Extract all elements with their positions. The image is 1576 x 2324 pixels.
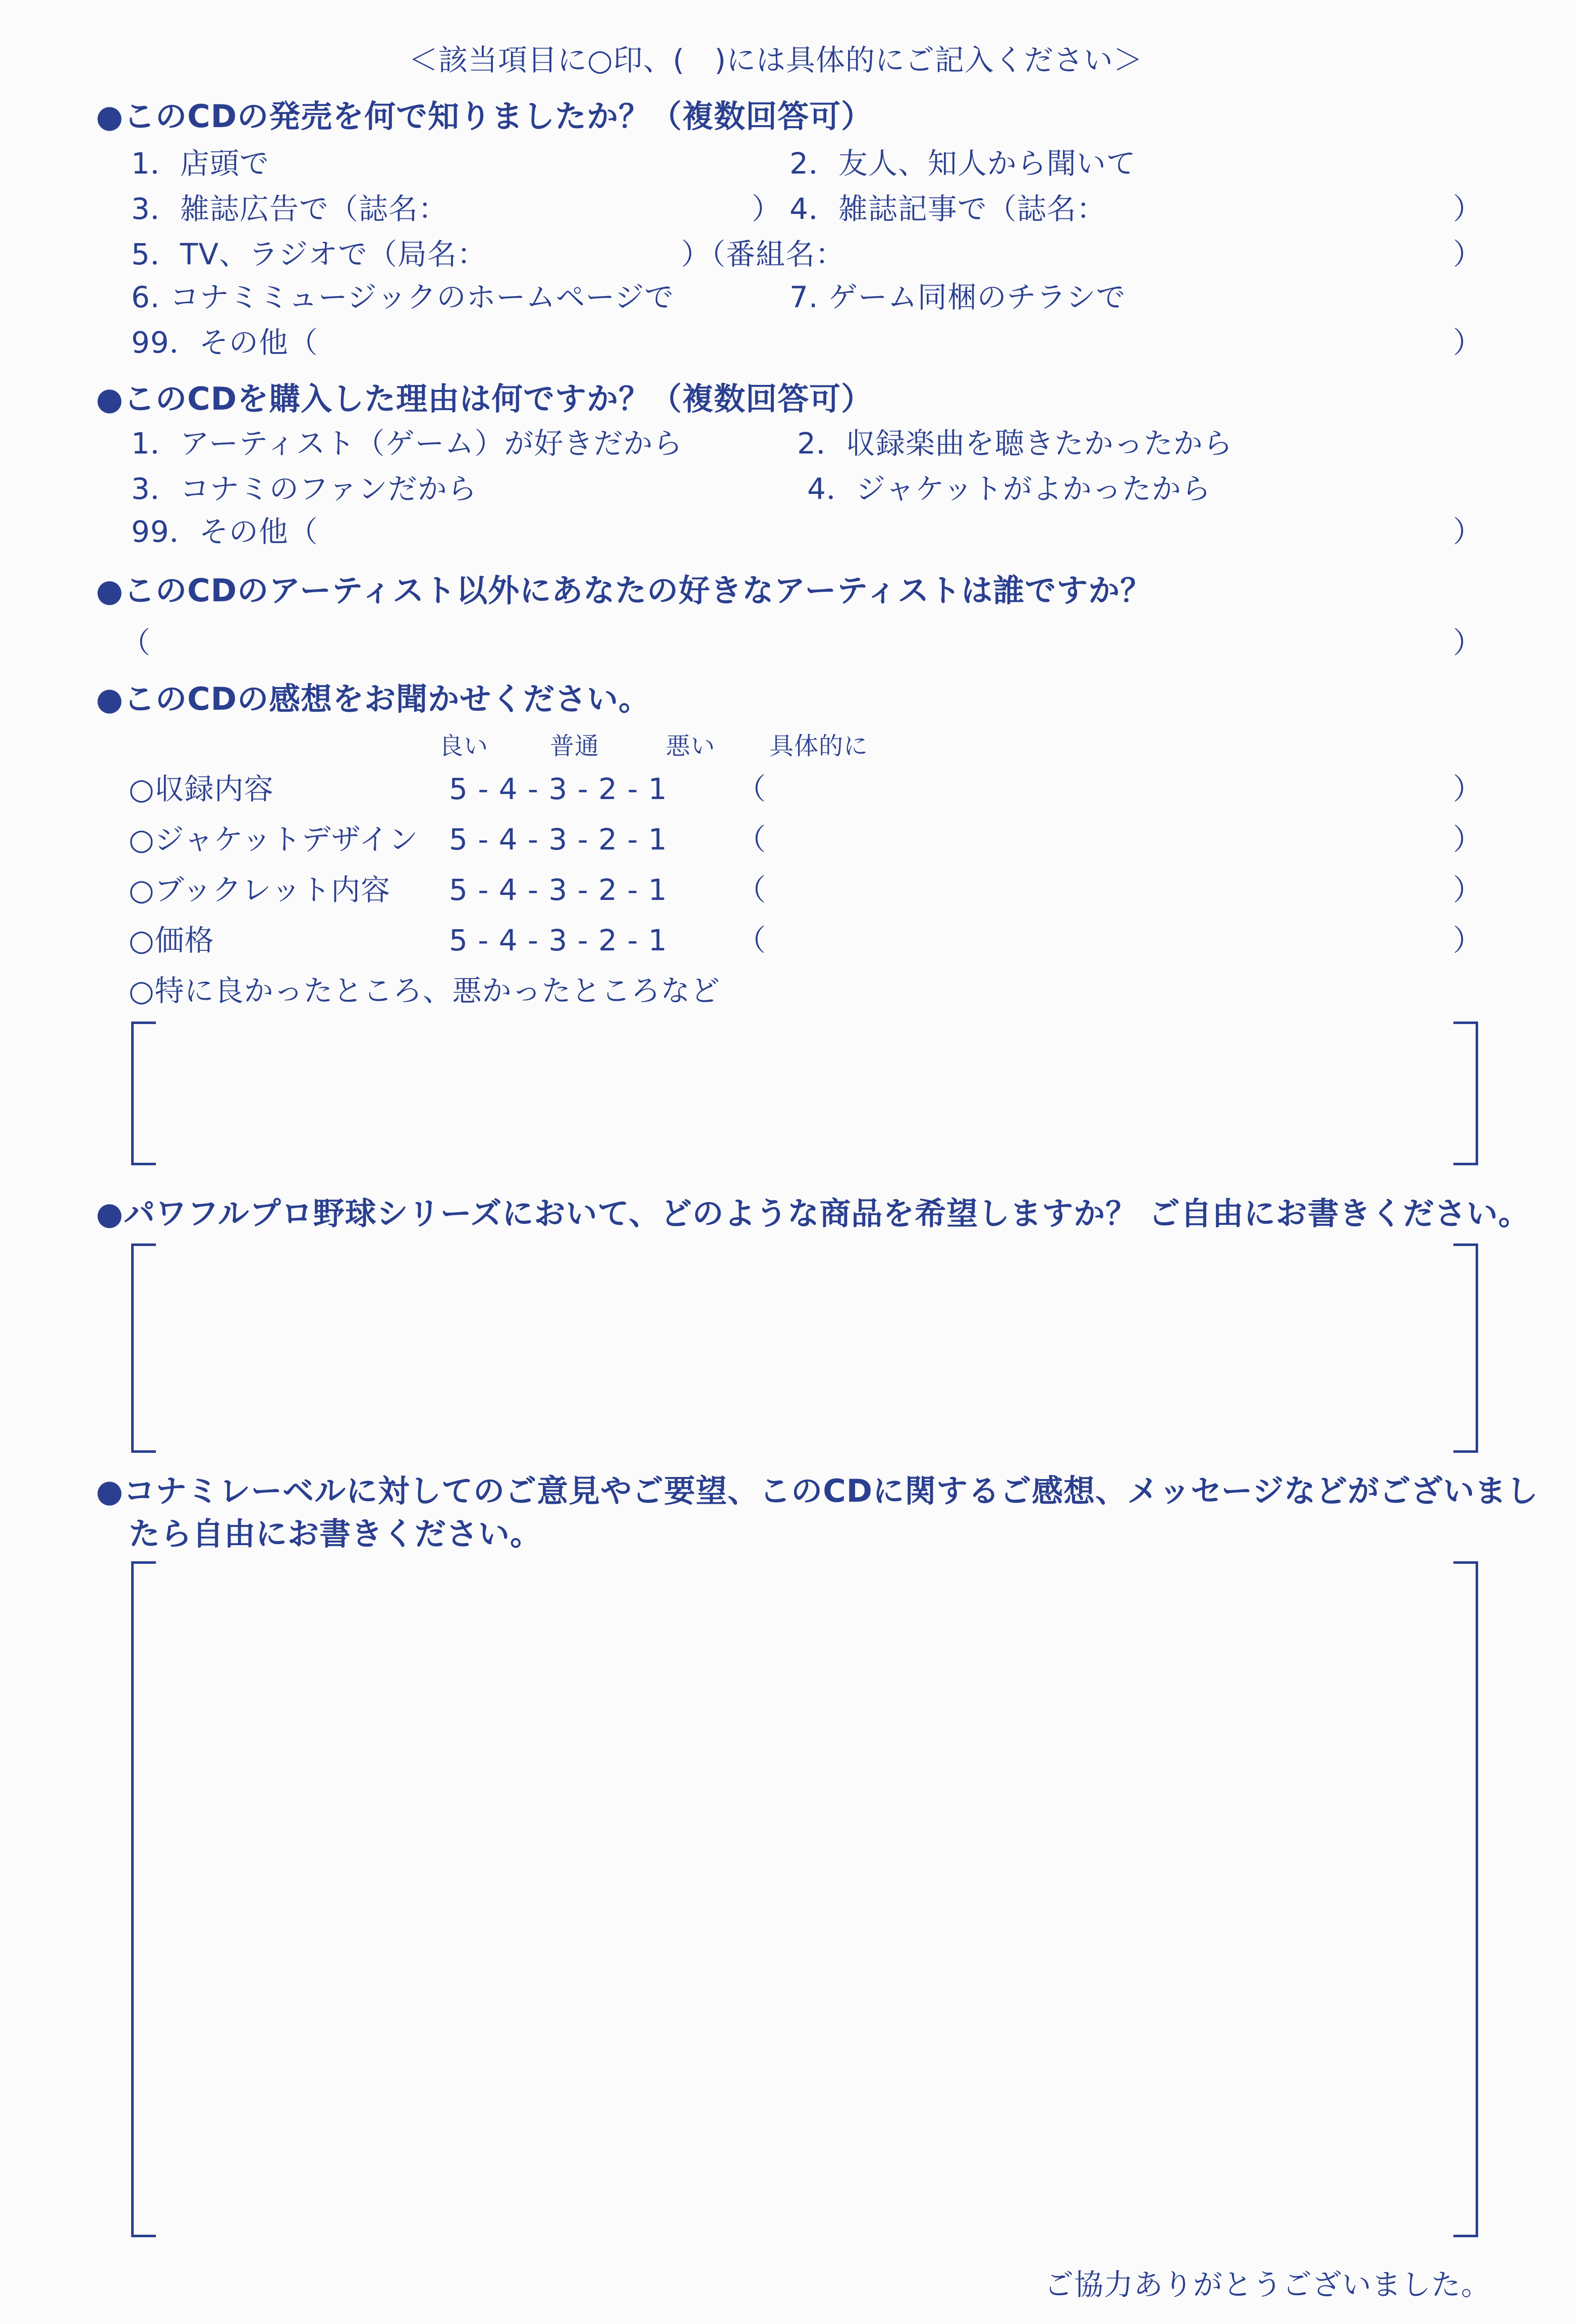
q3-title: ●このCDのアーティスト以外にあなたの好きなアーティストは誰ですか？ [96,572,1152,609]
q4-col-bad: 悪い [666,732,716,760]
q2-title: ●このCDを購入した理由は何ですか？（複数回答可） [96,380,873,417]
q4-free-textarea[interactable] [131,1022,1478,1165]
q6-textarea[interactable] [131,1561,1478,2237]
q5-textarea[interactable] [131,1243,1478,1453]
q4-row-open[interactable]: （ [737,822,767,857]
bracket-right [1453,1561,1478,2237]
q1-option-3-close: ） [752,192,782,226]
q4-row-close: ） [1453,923,1483,957]
q4-row-scale[interactable]: 5 - 4 - 3 - 2 - 1 [449,822,667,857]
q4-col-specific: 具体的に [769,732,869,760]
q1-option-7[interactable]: 7. ゲーム同梱のチラシで [790,280,1126,314]
q5-title: ●パワフルプロ野球シリーズにおいて、どのような商品を希望しますか？ ご自由にお書きください。 [96,1195,1530,1232]
q4-row-label: ○価格 [129,923,214,957]
q6-title-line-2: たら自由にお書きください。 [129,1515,542,1552]
q1-option-99[interactable]: 99．その他（ [131,325,318,360]
q4-row-open[interactable]: （ [737,923,767,957]
q1-option-5[interactable]: 5．TV、ラジオで（局名： [131,237,487,271]
q4-row-open[interactable]: （ [737,772,767,806]
q2-option-4[interactable]: 4．ジャケットがよかったから [807,472,1211,506]
bracket-left [131,1243,156,1453]
bracket-right [1453,1243,1478,1453]
q1-option-2[interactable]: 2．友人、知人から聞いて [790,146,1136,181]
footer-thanks: ご協力ありがとうございました。 [1044,2268,1491,2302]
bracket-left [131,1561,156,2237]
q1-option-1[interactable]: 1．店頭で [131,146,269,181]
q4-col-good: 良い [439,732,489,760]
bracket-left [131,1022,156,1165]
q1-option-3[interactable]: 3．雑誌広告で（誌名： [131,192,448,226]
q1-option-4[interactable]: 4．雑誌記事で（誌名： [790,192,1106,226]
q2-option-3[interactable]: 3．コナミのファンだから [131,472,477,506]
q2-option-99-close: ） [1453,515,1483,549]
q4-col-normal: 普通 [550,732,600,760]
q4-row-close: ） [1453,772,1483,806]
q1-option-4-close: ） [1453,192,1483,226]
q4-row-close: ） [1453,873,1483,907]
q3-open-paren[interactable]: （ [121,626,151,660]
q4-row-close: ） [1453,822,1483,857]
q4-row-open[interactable]: （ [737,873,767,907]
q1-option-6[interactable]: 6. コナミミュージックのホームページで [131,280,674,314]
q2-option-99[interactable]: 99．その他（ [131,515,318,549]
q4-row-scale[interactable]: 5 - 4 - 3 - 2 - 1 [449,923,667,957]
q2-option-2[interactable]: 2．収録楽曲を聴きたかったから [797,426,1233,461]
q4-row-label: ○ブックレット内容 [129,873,390,907]
q1-title: ●このCDの発売を何で知りましたか？（複数回答可） [96,98,873,135]
q1-option-5-mid: ）（番組名： [681,237,846,271]
q4-title: ●このCDの感想をお聞かせください。 [96,681,651,717]
q2-option-1[interactable]: 1．アーティスト（ゲーム）が好きだから [131,426,683,461]
bracket-right [1453,1022,1478,1165]
q4-free-label: ○特に良かったところ、悪かったところなど [129,974,720,1008]
q4-row-label: ○ジャケットデザイン [129,822,419,857]
q1-option-5-close: ） [1453,237,1483,271]
q4-row-scale[interactable]: 5 - 4 - 3 - 2 - 1 [449,873,667,907]
q1-option-99-close: ） [1453,325,1483,360]
form-header: ＜該当項目に○印、( )には具体的にご記入ください＞ [409,43,1143,77]
q3-close-paren: ） [1453,626,1483,660]
q4-row-label: ○収録内容 [129,772,274,806]
q6-title-line-1: ●コナミレーベルに対してのご意見やご要望、このCDに関するご感想、メッセージなどがございまし [96,1472,1539,1509]
q4-row-scale[interactable]: 5 - 4 - 3 - 2 - 1 [449,772,667,806]
